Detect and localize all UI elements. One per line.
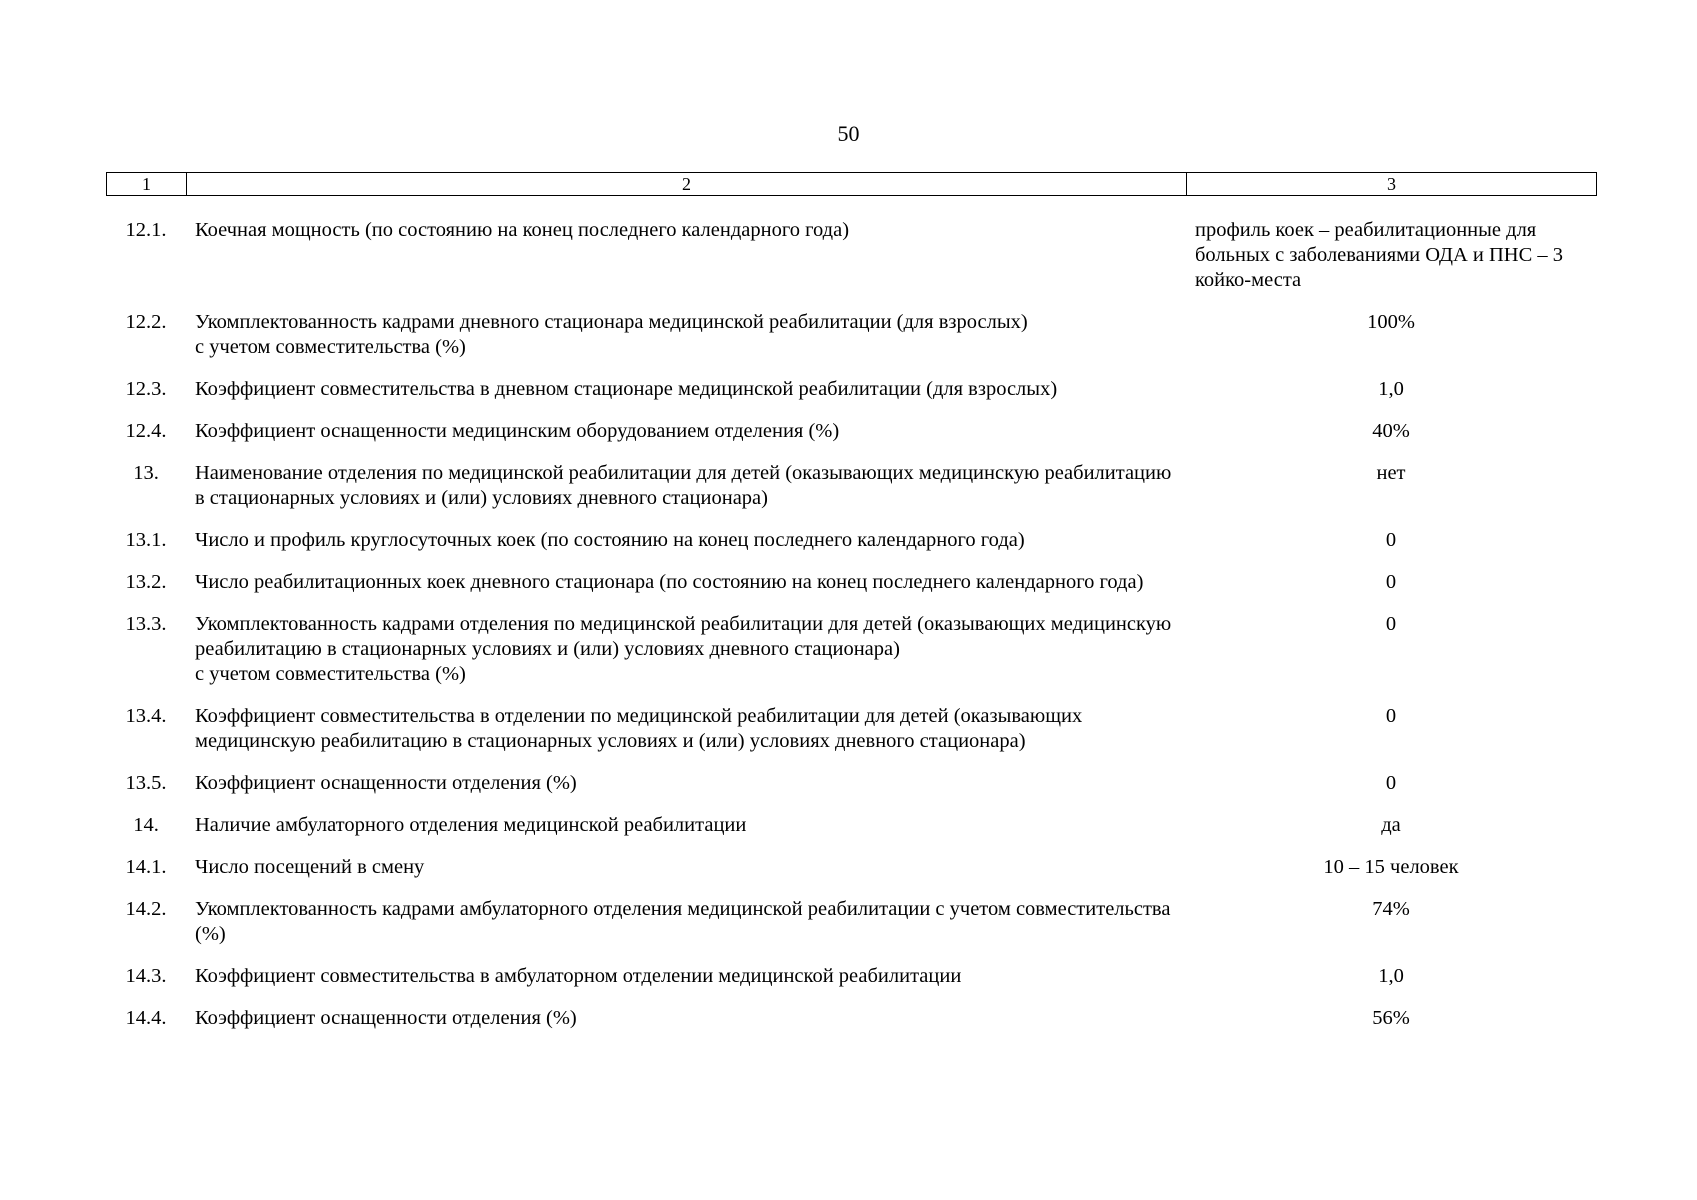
table-row (106, 1006, 1596, 1031)
table-row (106, 771, 1596, 796)
row-value: 10 – 15 человек (1323, 856, 1459, 878)
table-row (106, 704, 1596, 754)
table-row (106, 897, 1596, 947)
table-row (106, 528, 1596, 553)
row-number: 14.2. (125, 898, 167, 920)
row-value: 0 (1385, 772, 1397, 794)
table-row (106, 419, 1596, 444)
row-number: 13.4. (125, 705, 167, 727)
row-text: Коэффициент оснащенности медицинским оборудованием отделения (%) (195, 420, 840, 442)
row-number: 12.2. (125, 311, 167, 333)
row-text: Наличие амбулаторного отделения медицинской реабилитации (195, 814, 747, 836)
row-value: нет (1376, 462, 1406, 484)
row-text: Число посещений в смену (195, 856, 425, 878)
row-number: 12.3. (125, 378, 167, 400)
row-number: 12.4. (125, 420, 167, 442)
row-number: 13. (133, 462, 159, 484)
row-text: Укомплектованность кадрами отделения по медицинской реабилитации для детей (оказывающих медицинскую реабилитацию в стационарных условиях и (или) условиях дневного стационара) с учетом совместительства (%) (195, 613, 1172, 685)
row-value: 74% (1372, 898, 1410, 920)
table-row (106, 855, 1596, 880)
row-value: да (1381, 814, 1401, 836)
row-text: Наименование отделения по медицинской реабилитации для детей (оказывающих медицинскую реабилитацию в стационарных условиях и (или) условиях дневного стационара) (195, 462, 1172, 509)
row-text: Укомплектованность кадрами дневного стационара медицинской реабилитации (для взрослых) с учетом совместительства (%) (195, 311, 1028, 358)
column-header-table (106, 172, 1597, 196)
row-text: Коечная мощность (по состоянию на конец последнего календарного года) (195, 219, 850, 241)
table-row (106, 461, 1596, 511)
row-number: 13.3. (125, 613, 167, 635)
row-value: 0 (1385, 613, 1397, 635)
row-value: 40% (1372, 420, 1410, 442)
table-row (106, 570, 1596, 595)
row-number: 12.1. (125, 219, 167, 241)
row-value: 1,0 (1378, 378, 1404, 400)
row-text: Коэффициент совместительства в отделении по медицинской реабилитации для детей (оказывающих медицинскую реабилитацию в стационарных условиях и (или) условиях дневного стационара) (195, 705, 1083, 752)
row-text: Коэффициент совместительства в дневном стационаре медицинской реабилитации (для взрослых) (195, 378, 1058, 400)
column-header-1: 1 (107, 173, 187, 196)
row-number: 14. (133, 814, 159, 836)
column-header-2: 2 (187, 173, 1187, 196)
row-value: 0 (1385, 529, 1397, 551)
row-number: 14.1. (125, 856, 167, 878)
row-text: Коэффициент оснащенности отделения (%) (195, 1007, 577, 1029)
page-number: 50 (837, 121, 860, 146)
row-value: 100% (1367, 311, 1415, 333)
row-number: 13.2. (125, 571, 167, 593)
row-value: 0 (1385, 571, 1397, 593)
table-row (106, 218, 1596, 293)
column-header-3: 3 (1187, 173, 1597, 196)
table-body (106, 218, 1596, 1031)
row-text: Число и профиль круглосуточных коек (по состоянию на конец последнего календарного года) (195, 529, 1025, 551)
row-number: 13.1. (125, 529, 167, 551)
table-row (106, 377, 1596, 402)
table-row (106, 813, 1596, 838)
table-row (106, 964, 1596, 989)
row-value: 1,0 (1378, 965, 1404, 987)
row-text: Коэффициент совместительства в амбулаторном отделении медицинской реабилитации (195, 965, 962, 987)
table-row (106, 612, 1596, 687)
row-number: 13.5. (125, 772, 167, 794)
row-number: 14.4. (125, 1007, 167, 1029)
row-text: Число реабилитационных коек дневного стационара (по состоянию на конец последнего календарного года) (195, 571, 1144, 593)
row-text: Коэффициент оснащенности отделения (%) (195, 772, 577, 794)
row-value: 0 (1385, 705, 1397, 727)
row-value: профиль коек – реабилитационные для больных с заболеваниями ОДА и ПНС – 3 койко-места (1195, 219, 1564, 291)
row-value: 56% (1372, 1007, 1410, 1029)
row-text: Укомплектованность кадрами амбулаторного отделения медицинской реабилитации с учетом совместительства (%) (195, 898, 1171, 945)
table-row (106, 310, 1596, 360)
row-number: 14.3. (125, 965, 167, 987)
